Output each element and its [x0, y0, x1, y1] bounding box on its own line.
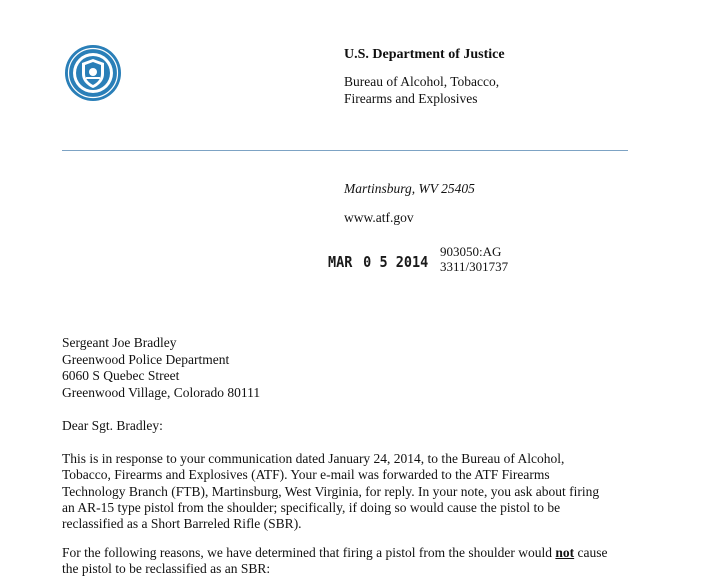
letterhead-divider: [62, 150, 628, 151]
body-paragraph-2: [62, 545, 672, 578]
department-name: U.S. Department of Justice: [344, 47, 505, 62]
paragraph-line: [62, 545, 672, 561]
date-stamp-day: 0 5: [363, 253, 388, 271]
bureau-line-1: Bureau of Alcohol, Tobacco,: [344, 74, 500, 89]
doj-atf-seal-icon: [64, 44, 122, 102]
paragraph-text: cause: [574, 545, 608, 560]
recipient-street: 6060 S Quebec Street: [62, 368, 180, 383]
paragraph-line: Technology Branch (FTB), Martinsburg, West Virginia, for reply. In your note, you ask about firing: [62, 483, 600, 499]
salutation: Dear Sgt. Bradley:: [62, 418, 163, 433]
date-stamp: [328, 253, 428, 271]
paragraph-text: For the following reasons, we have determined that firing a pistol from the shoulder would: [62, 545, 556, 560]
paragraph-line: the pistol to be reclassified as an SBR:: [62, 561, 271, 577]
reference-numbers: [440, 244, 508, 274]
bureau-line-2: Firearms and Explosives: [344, 91, 478, 106]
body-paragraph-1: [62, 451, 672, 532]
paragraph-line: reclassified as a Short Barreled Rifle (SBR).: [62, 516, 302, 532]
paragraph-line: Tobacco, Firearms and Explosives (ATF). Your e-mail was forwarded to the ATF Firearms: [62, 467, 550, 483]
website-url: www.atf.gov: [344, 210, 414, 225]
recipient-address: [62, 335, 260, 401]
emphasis-not: not: [555, 545, 575, 560]
paragraph-line: an AR-15 type pistol from the shoulder; specifically, if doing so would cause the pistol to be: [62, 499, 561, 515]
date-stamp-year: 2014: [395, 253, 429, 271]
date-stamp-month: MAR: [328, 253, 353, 271]
reference-number-2: 3311/301737: [440, 259, 509, 274]
letterhead-block: [344, 46, 505, 107]
office-location: Martinsburg, WV 25405: [344, 181, 475, 196]
recipient-city: Greenwood Village, Colorado 80111: [62, 384, 261, 400]
recipient-organization: Greenwood Police Department: [62, 351, 230, 367]
recipient-name: Sergeant Joe Bradley: [62, 335, 177, 350]
reference-number-1: 903050:AG: [440, 244, 502, 259]
paragraph-line: This is in response to your communication dated January 24, 2014, to the Bureau of Alcohol,: [62, 451, 565, 466]
